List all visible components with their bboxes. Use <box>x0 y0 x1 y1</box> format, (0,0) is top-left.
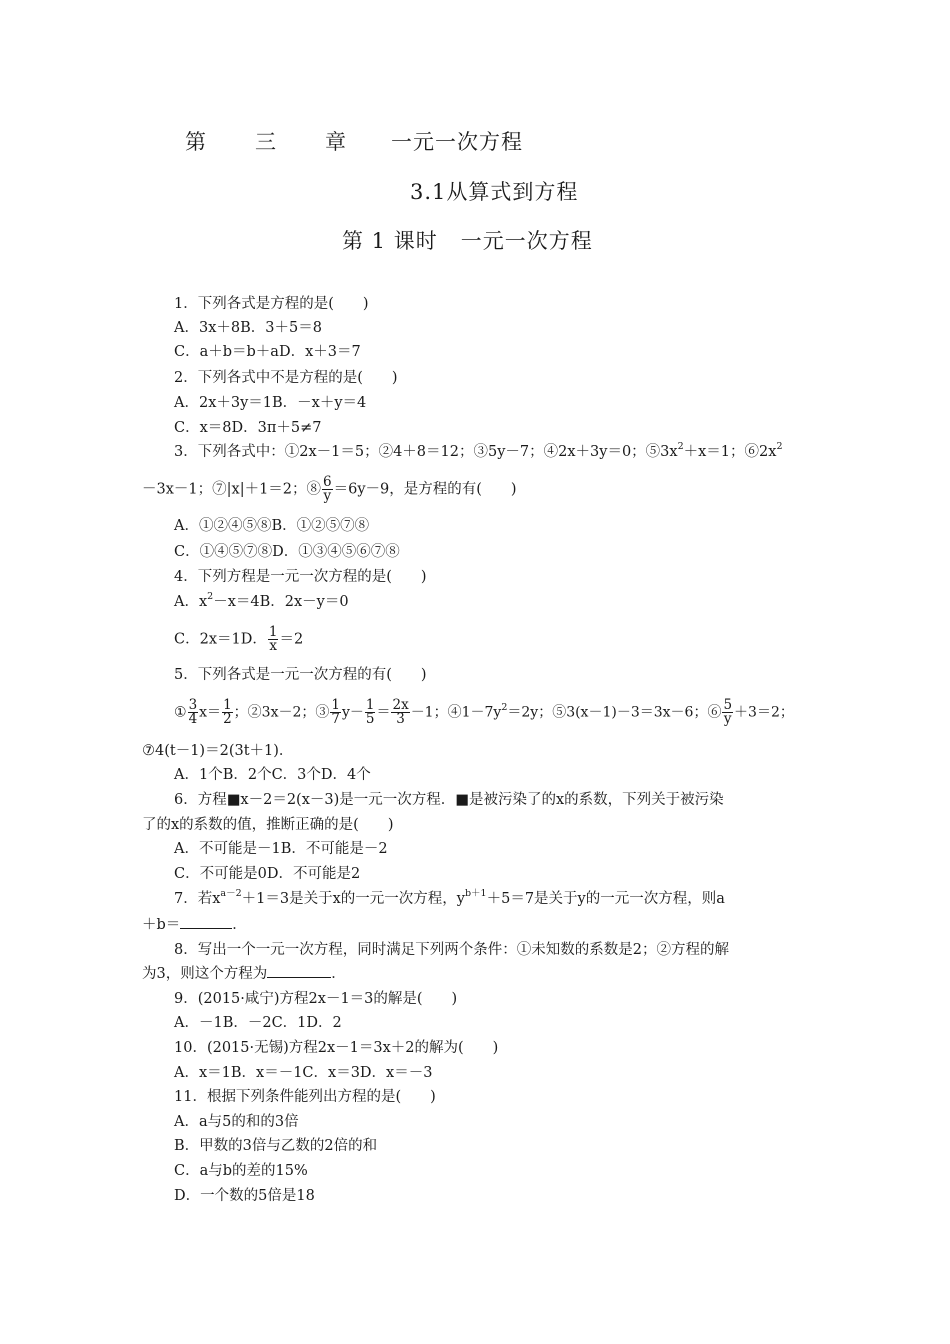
q3-exp-1: 2 <box>677 441 684 453</box>
q3-exp-2: 2 <box>776 441 783 453</box>
q5-stem: 5．下列各式是一元一次方程的有( ) <box>174 667 427 683</box>
q2-options-cd: C．x＝8D．3π＋5≠7 <box>174 420 322 436</box>
q1-options-ab: A．3x＋8B．3＋5＝8 <box>174 320 322 336</box>
q2-options-ab: A．2x＋3y＝1B．－x＋y＝4 <box>174 395 367 411</box>
q3-text-a: 3．下列各式中：①2x－1＝5；②4＋8＝12；③5y－7；④2x＋3y＝0；⑤3x <box>174 444 678 460</box>
q11-stem: 11．根据下列条件能列出方程的是( ) <box>174 1089 436 1105</box>
q1-stem: 1．下列各式是方程的是( ) <box>174 296 369 312</box>
q10-stem: 10．(2015·无锡)方程2x－1＝3x＋2的解为( ) <box>174 1040 499 1056</box>
q3-fraction: $\frac{6}{y}$ <box>323 474 332 504</box>
q7-answer-blank[interactable] <box>180 916 232 929</box>
q1-options-cd: C．a＋b＝b＋aD．x＋3＝7 <box>174 344 361 360</box>
q3-text-b: ＋x＝1；⑥2x <box>683 444 777 460</box>
q9-options: A．－1B．－2C．1D．2 <box>174 1015 342 1031</box>
q3-options-ab: A．①②④⑤⑧B．①②⑤⑦⑧ <box>174 518 370 534</box>
chapter-char-1: 第 <box>185 130 207 154</box>
q8-answer-blank[interactable] <box>267 965 331 978</box>
q4-stem: 4．下列方程是一元一次方程的是( ) <box>174 569 427 585</box>
section-title: 3.1从算式到方程 <box>410 180 579 204</box>
q5-options: A．1个B．2个C．3个D．4个 <box>174 767 371 783</box>
q4-fraction: $\frac{1}{x}$ <box>268 624 278 654</box>
q4-options-ab: A．$x^2-x=4B$．2x－y＝0 <box>174 591 349 610</box>
q5-expressions-line1: ① $\frac{3}{4}$ x＝ $\frac{1}{2}$ ；②3x－2；③ $\frac{1}{7}$ y－ $\frac{1}{5}$ ＝ $\frac{2x}{3}$ －1；$④1-7y^2=2y$；⑤3(x－1)－3＝3x－6；⑥ $\frac{5}{y}$ ＋3＝2； <box>174 697 794 727</box>
q6-stem-line1: 6．方程■x－2＝2(x－3)是一元一次方程．■是被污染了的x的系数，下列关于被污染 <box>174 792 724 808</box>
q3-stem-line2 <box>142 476 517 503</box>
q10-options: A．x＝1B．x＝－1C．x＝3D．x＝－3 <box>174 1065 433 1081</box>
chapter-name: 一元一次方程 <box>391 130 523 154</box>
q6-options-ab: A．不可能是－1B．不可能是－2 <box>174 841 388 857</box>
q8-stem-line2: 为3，则这个方程为 ． <box>142 966 346 982</box>
q7-stem-line2: ＋b＝ ． <box>142 917 247 933</box>
q5-expressions-line2: ⑦4(t－1)＝2(3t＋1)． <box>142 743 294 759</box>
q6-stem-line2: 了的x的系数的值，推断正确的是( ) <box>142 817 394 833</box>
q3-options-cd: C．①④⑤⑦⑧D．①③④⑤⑥⑦⑧ <box>174 544 400 560</box>
q4-options-cd: C．2x＝1D． $\frac{1}{x}$ ＝2 <box>174 624 304 654</box>
q3-text-d: ＝6y－9，是方程的有( ) <box>333 481 517 498</box>
chapter-title <box>185 128 523 156</box>
q11-option-c: C．a与b的差的15% <box>174 1163 308 1179</box>
chapter-char-3: 章 <box>325 130 347 154</box>
q8-stem-line1: 8．写出一个一元一次方程，同时满足下列两个条件：①未知数的系数是2；②方程的解 <box>174 942 729 958</box>
lesson-title: 第 1 课时 一元一次方程 <box>342 229 593 253</box>
q3-stem-line1 <box>174 442 782 462</box>
q11-option-a: A．a与5的和的3倍 <box>174 1114 299 1130</box>
q2-stem: 2．下列各式中不是方程的是( ) <box>174 370 398 386</box>
q7-stem-line1: 7．若$x^{a-2}+1=3$是关于x的一元一次方程，$y^{b+1}+5=7$是关于y的一元一次方程，则a <box>174 888 725 907</box>
q3-text-c: －3x－1；⑦|x|＋1＝2；⑧ <box>142 481 322 498</box>
q9-stem: 9．(2015·咸宁)方程2x－1＝3的解是( ) <box>174 991 458 1007</box>
q6-options-cd: C．不可能是0D．不可能是2 <box>174 866 361 882</box>
q11-option-b: B．甲数的3倍与乙数的2倍的和 <box>174 1138 378 1154</box>
q11-option-d: D．一个数的5倍是18 <box>174 1188 315 1204</box>
chapter-char-2: 三 <box>255 130 277 154</box>
